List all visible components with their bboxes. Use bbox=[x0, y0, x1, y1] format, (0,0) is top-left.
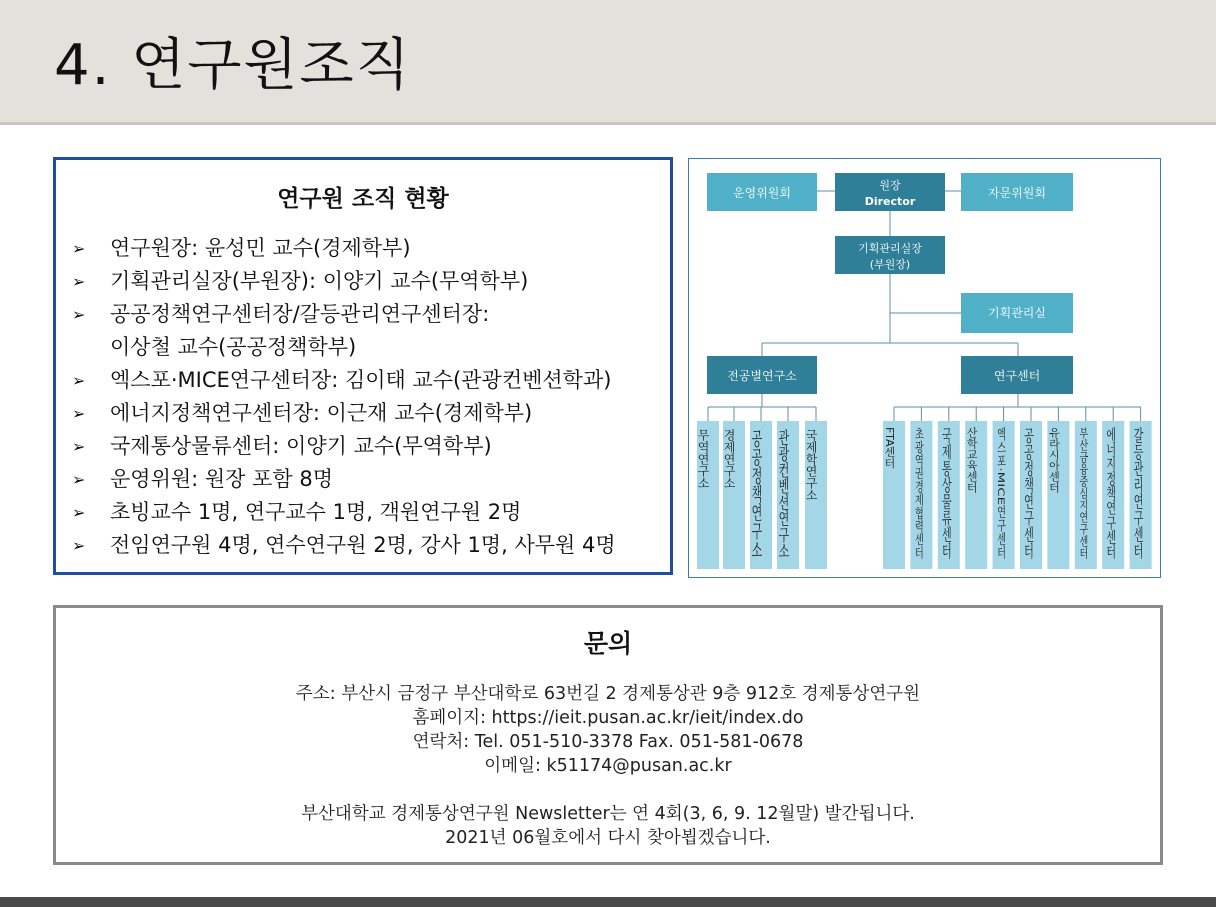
arrow-bullet-icon: ➢ bbox=[72, 272, 86, 291]
status-item-text: 기획관리실장(부원장): 이양기 교수(무역학부) bbox=[110, 269, 529, 293]
contact-text: 연락처: Tel. 051-510-3378 Fax. 051-581-0678 bbox=[412, 732, 804, 752]
director-english-label: Director bbox=[864, 195, 916, 208]
status-item-text: 전임연구원 4명, 연수연구원 2명, 강사 1명, 사무원 4명 bbox=[110, 533, 616, 557]
address-text: 주소: 부산시 금정구 부산대학로 63번길 2 경제통상관 9층 912호 경제통상연구원 bbox=[295, 684, 921, 704]
arrow-bullet-icon: ➢ bbox=[72, 371, 86, 390]
planning-office-label: 기획관리실 bbox=[988, 306, 1046, 320]
header-bar bbox=[0, 0, 1216, 125]
arrow-bullet-icon: ➢ bbox=[72, 239, 86, 258]
org-chart-diagram bbox=[689, 159, 1162, 579]
status-item-text: 엑스포·MICE연구센터장: 김이태 교수(관광컨벤션학과) bbox=[110, 368, 612, 392]
org-chart bbox=[688, 158, 1161, 578]
status-item-text-continued: 이상철 교수(공공정책학부) bbox=[110, 335, 357, 359]
director-label: 원장 bbox=[879, 179, 901, 192]
planning-head-sub-label: (부원장) bbox=[869, 258, 911, 271]
page-title: 4. 연구원조직 bbox=[54, 33, 412, 98]
research-center-label: 국제통상물류센터 bbox=[939, 427, 951, 507]
arrow-bullet-icon: ➢ bbox=[72, 305, 86, 324]
next-issue-text: 2021년 06월호에서 다시 찾아뵙겠습니다. bbox=[445, 828, 771, 848]
arrow-bullet-icon: ➢ bbox=[72, 503, 86, 522]
institute-label: 국제학연구소 bbox=[804, 429, 818, 501]
planning-head-label: 기획관리실장 bbox=[858, 242, 922, 255]
research-center-label: 공공정책연구센터 bbox=[1021, 427, 1033, 507]
newsletter-text: 부산대학교 경제통상연구원 Newsletter는 연 4회(3, 6, 9. 12월말) 발간됩니다. bbox=[301, 804, 915, 824]
arrow-bullet-icon: ➢ bbox=[72, 404, 86, 423]
status-item-text: 공공정책연구센터장/갈등관리연구센터장: bbox=[110, 302, 490, 326]
organization-status-panel bbox=[53, 157, 673, 575]
status-list-item bbox=[72, 430, 672, 463]
status-item-text: 국제통상물류센터: 이양기 교수(무역학부) bbox=[110, 434, 492, 458]
arrow-bullet-icon: ➢ bbox=[72, 437, 86, 456]
specialized-institutes-label: 전공별연구소 bbox=[727, 369, 797, 383]
status-list bbox=[72, 232, 672, 562]
institute-label: 공공정책연구소 bbox=[750, 429, 763, 506]
status-panel-title: 연구원 조직 현황 bbox=[277, 186, 449, 212]
research-center-label: 초광역권경제협력센터 bbox=[912, 427, 923, 517]
arrow-bullet-icon: ➢ bbox=[72, 536, 86, 555]
status-item-text: 운영위원: 원장 포함 8명 bbox=[110, 467, 334, 491]
footer-bar bbox=[0, 897, 1216, 907]
research-centers-label: 연구센터 bbox=[993, 369, 1041, 383]
status-item-text: 연구원장: 윤성민 교수(경제학부) bbox=[110, 236, 411, 260]
arrow-bullet-icon: ➢ bbox=[72, 470, 86, 489]
institute-label: 무역연구소 bbox=[696, 429, 710, 489]
homepage-text: 홈페이지: https://ieit.pusan.ac.kr/ieit/index.do bbox=[412, 708, 804, 728]
status-item-text: 초빙교수 1명, 연구교수 1명, 객원연구원 2명 bbox=[110, 500, 522, 524]
status-list-item bbox=[72, 529, 672, 562]
institute-label: 관광컨벤션연구소 bbox=[777, 429, 790, 517]
operating-committee-label: 운영위원회 bbox=[733, 186, 791, 200]
research-center-label: 산학교육센터 bbox=[965, 427, 979, 493]
inquiry-title: 문의 bbox=[583, 629, 633, 658]
status-list-item bbox=[72, 364, 672, 397]
email-text: 이메일: k51174@pusan.ac.kr bbox=[484, 756, 732, 776]
status-item-text: 에너지정책연구센터장: 이근재 교수(경제학부) bbox=[110, 401, 533, 425]
research-center-label: 갈등관리연구센터 bbox=[1131, 427, 1143, 507]
research-center-label: 에너지정책연구센터 bbox=[1103, 427, 1115, 517]
advisory-committee-label: 자문위원회 bbox=[988, 186, 1046, 200]
research-center-label: 엑스포·MICE연구센터 bbox=[995, 427, 1006, 516]
institute-label: 경제연구소 bbox=[722, 429, 736, 489]
status-list-item bbox=[72, 496, 672, 529]
research-center-label: FTA센터 bbox=[883, 427, 896, 469]
inquiry-panel bbox=[53, 605, 1163, 865]
status-list-item bbox=[72, 298, 672, 364]
research-center-label: 부산금융중심지연구센터 bbox=[1077, 427, 1088, 526]
research-center-label: 유라시아센터 bbox=[1047, 427, 1061, 493]
status-list-item bbox=[72, 397, 672, 430]
status-list-item bbox=[72, 265, 672, 298]
status-list-item bbox=[72, 232, 672, 265]
status-list-item bbox=[72, 463, 672, 496]
